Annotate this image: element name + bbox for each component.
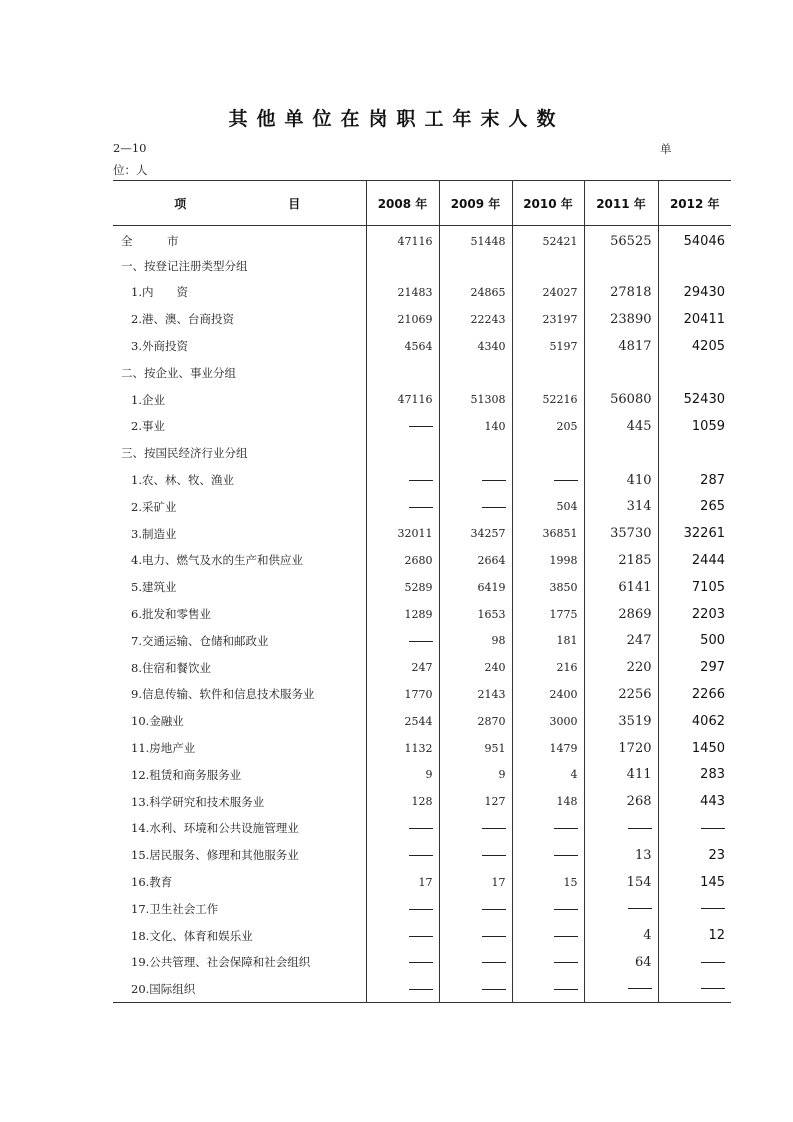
row-label: 13.科学研究和技术服务业 <box>131 794 265 809</box>
value-cell: 32011 <box>366 520 439 547</box>
table-row <box>113 413 731 440</box>
column-header-2008: 2008 年 <box>366 181 439 226</box>
dash-line <box>701 962 725 963</box>
dash-line <box>409 641 433 642</box>
table-row <box>113 467 731 494</box>
dash-line <box>482 989 506 990</box>
row-label: 1.企业 <box>131 392 165 407</box>
table-body <box>113 226 731 1003</box>
value-cell: 504 <box>512 493 584 520</box>
value-cell: 2143 <box>439 681 512 708</box>
value-cell: 2185 <box>584 547 658 574</box>
table-header-row <box>113 181 731 226</box>
table-row <box>113 627 731 654</box>
value-cell: 3000 <box>512 708 584 735</box>
value-cell <box>658 440 731 467</box>
dash-cell <box>512 976 584 1003</box>
value-cell: 4205 <box>658 333 731 360</box>
dash-line <box>482 828 506 829</box>
value-cell <box>366 440 439 467</box>
dash-cell <box>366 949 439 976</box>
table-row <box>113 574 731 601</box>
column-header-2011: 2011 年 <box>584 181 658 226</box>
value-cell: 268 <box>584 788 658 815</box>
dash-cell <box>584 895 658 922</box>
table-row <box>113 279 731 306</box>
table-row <box>113 440 731 467</box>
column-header-2010: 2010 年 <box>512 181 584 226</box>
row-label: 6.批发和零售业 <box>131 607 211 622</box>
value-cell: 29430 <box>658 279 731 306</box>
value-cell: 1653 <box>439 601 512 628</box>
value-cell <box>584 359 658 386</box>
dash-line <box>554 909 578 910</box>
dash-cell <box>658 895 731 922</box>
dash-cell <box>366 627 439 654</box>
value-cell: 7105 <box>658 574 731 601</box>
value-cell: 47116 <box>366 226 439 253</box>
dash-cell <box>366 413 439 440</box>
table-row <box>113 306 731 333</box>
dash-line <box>409 989 433 990</box>
value-cell: 12 <box>658 922 731 949</box>
dash-line <box>701 828 725 829</box>
value-cell: 13 <box>584 842 658 869</box>
table-row <box>113 681 731 708</box>
row-label: 12.租赁和商务服务业 <box>131 767 242 782</box>
dash-line <box>628 908 652 909</box>
row-label: 全 市 <box>121 234 179 249</box>
dash-cell <box>366 895 439 922</box>
value-cell: 2266 <box>658 681 731 708</box>
dash-cell <box>439 467 512 494</box>
value-cell: 2544 <box>366 708 439 735</box>
dash-cell <box>584 976 658 1003</box>
value-cell: 287 <box>658 467 731 494</box>
value-cell: 1775 <box>512 601 584 628</box>
row-label: 2.事业 <box>131 419 165 434</box>
dash-line <box>482 855 506 856</box>
row-label: 14.水利、环境和公共设施管理业 <box>131 821 299 836</box>
dash-line <box>409 855 433 856</box>
dash-line <box>482 507 506 508</box>
value-cell: 1770 <box>366 681 439 708</box>
page-title: 其他单位在岗职工年末人数 <box>228 108 565 130</box>
dash-cell <box>439 815 512 842</box>
value-cell <box>658 252 731 279</box>
value-cell: 1479 <box>512 735 584 762</box>
dash-line <box>409 426 433 427</box>
value-cell: 64 <box>584 949 658 976</box>
value-cell: 148 <box>512 788 584 815</box>
dash-line <box>409 828 433 829</box>
table-row <box>113 252 731 279</box>
value-cell: 5289 <box>366 574 439 601</box>
value-cell: 1450 <box>658 735 731 762</box>
table-row <box>113 976 731 1003</box>
value-cell: 2870 <box>439 708 512 735</box>
value-cell: 23 <box>658 842 731 869</box>
value-cell: 140 <box>439 413 512 440</box>
row-label: 8.住宿和餐饮业 <box>131 660 211 675</box>
value-cell: 27818 <box>584 279 658 306</box>
value-cell: 4 <box>584 922 658 949</box>
row-label: 11.房地产业 <box>131 741 196 756</box>
dash-cell <box>658 815 731 842</box>
dash-line <box>482 909 506 910</box>
dash-line <box>409 962 433 963</box>
value-cell: 4 <box>512 761 584 788</box>
dash-cell <box>512 842 584 869</box>
value-cell: 51448 <box>439 226 512 253</box>
value-cell: 205 <box>512 413 584 440</box>
row-label: 15.居民服务、修理和其他服务业 <box>131 848 299 863</box>
dash-cell <box>658 976 731 1003</box>
dash-line <box>409 507 433 508</box>
value-cell: 47116 <box>366 386 439 413</box>
value-cell: 145 <box>658 869 731 896</box>
dash-cell <box>512 922 584 949</box>
row-label: 一、按登记注册类型分组 <box>121 258 248 273</box>
value-cell: 951 <box>439 735 512 762</box>
value-cell: 24027 <box>512 279 584 306</box>
value-cell: 411 <box>584 761 658 788</box>
value-cell: 35730 <box>584 520 658 547</box>
value-cell: 17 <box>439 869 512 896</box>
value-cell: 181 <box>512 627 584 654</box>
table-row <box>113 842 731 869</box>
table-row <box>113 386 731 413</box>
value-cell: 2664 <box>439 547 512 574</box>
dash-line <box>554 480 578 481</box>
dash-line <box>409 936 433 937</box>
value-cell <box>439 359 512 386</box>
column-header-item: 项 目 <box>113 181 366 226</box>
value-cell: 9 <box>366 761 439 788</box>
value-cell: 54046 <box>658 226 731 253</box>
row-label: 9.信息传输、软件和信息技术服务业 <box>131 687 315 702</box>
value-cell: 500 <box>658 627 731 654</box>
value-cell: 51308 <box>439 386 512 413</box>
dash-line <box>628 828 652 829</box>
value-cell: 4340 <box>439 333 512 360</box>
dash-cell <box>512 949 584 976</box>
table-row <box>113 949 731 976</box>
row-label: 三、按国民经济行业分组 <box>121 446 248 461</box>
value-cell: 6141 <box>584 574 658 601</box>
dash-line <box>482 480 506 481</box>
table-row <box>113 493 731 520</box>
value-cell <box>439 252 512 279</box>
dash-cell <box>366 815 439 842</box>
value-cell: 20411 <box>658 306 731 333</box>
dash-cell <box>439 976 512 1003</box>
value-cell: 1059 <box>658 413 731 440</box>
row-label: 7.交通运输、仓储和邮政业 <box>131 633 269 648</box>
value-cell: 52421 <box>512 226 584 253</box>
row-label: 19.公共管理、社会保障和社会组织 <box>131 955 311 970</box>
value-cell: 4564 <box>366 333 439 360</box>
value-cell <box>439 440 512 467</box>
row-label: 18.文化、体育和娱乐业 <box>131 928 253 943</box>
dash-cell <box>366 493 439 520</box>
value-cell: 2444 <box>658 547 731 574</box>
value-cell: 443 <box>658 788 731 815</box>
value-cell: 23890 <box>584 306 658 333</box>
table-number: 2—10 <box>113 141 147 155</box>
value-cell: 36851 <box>512 520 584 547</box>
value-cell: 22243 <box>439 306 512 333</box>
value-cell: 247 <box>584 627 658 654</box>
value-cell: 52430 <box>658 386 731 413</box>
value-cell: 21483 <box>366 279 439 306</box>
value-cell: 265 <box>658 493 731 520</box>
table-row <box>113 226 731 253</box>
dash-cell <box>658 949 731 976</box>
value-cell: 2256 <box>584 681 658 708</box>
dash-cell <box>366 976 439 1003</box>
dash-line <box>701 908 725 909</box>
table-row <box>113 735 731 762</box>
dash-cell <box>366 842 439 869</box>
table-row <box>113 359 731 386</box>
dash-line <box>554 989 578 990</box>
dash-line <box>701 988 725 989</box>
table-row <box>113 654 731 681</box>
table-row <box>113 895 731 922</box>
row-label: 20.国际组织 <box>113 976 366 1003</box>
dash-cell <box>439 922 512 949</box>
value-cell: 2203 <box>658 601 731 628</box>
table-row <box>113 708 731 735</box>
value-cell: 220 <box>584 654 658 681</box>
dash-line <box>554 936 578 937</box>
table-row <box>113 788 731 815</box>
dash-cell <box>366 467 439 494</box>
value-cell: 283 <box>658 761 731 788</box>
row-label: 3.外商投资 <box>131 339 188 354</box>
value-cell <box>512 440 584 467</box>
unit-label-part1: 单 <box>660 142 672 156</box>
table-row <box>113 922 731 949</box>
dash-line <box>628 988 652 989</box>
row-label: 二、按企业、事业分组 <box>121 365 236 380</box>
dash-cell <box>439 493 512 520</box>
value-cell <box>366 359 439 386</box>
value-cell: 2400 <box>512 681 584 708</box>
dash-cell <box>512 467 584 494</box>
row-label: 1.内 资 <box>131 285 188 300</box>
value-cell: 34257 <box>439 520 512 547</box>
value-cell <box>512 359 584 386</box>
value-cell: 56525 <box>584 226 658 253</box>
dash-cell <box>512 895 584 922</box>
staff-table <box>113 180 731 1003</box>
value-cell: 297 <box>658 654 731 681</box>
value-cell: 1720 <box>584 735 658 762</box>
value-cell <box>658 359 731 386</box>
value-cell: 4817 <box>584 333 658 360</box>
row-label: 5.建筑业 <box>131 580 177 595</box>
unit-label-part2: 位：人 <box>113 163 148 177</box>
dash-line <box>554 828 578 829</box>
row-label: 2.港、澳、台商投资 <box>131 312 234 327</box>
value-cell: 5197 <box>512 333 584 360</box>
value-cell <box>512 252 584 279</box>
table-row <box>113 333 731 360</box>
value-cell: 21069 <box>366 306 439 333</box>
dash-cell <box>439 842 512 869</box>
value-cell: 23197 <box>512 306 584 333</box>
row-label: 1.农、林、牧、渔业 <box>131 473 234 488</box>
value-cell: 314 <box>584 493 658 520</box>
table-row <box>113 815 731 842</box>
row-label: 10.金融业 <box>131 714 184 729</box>
value-cell: 445 <box>584 413 658 440</box>
dash-cell <box>439 949 512 976</box>
table-row <box>113 761 731 788</box>
value-cell: 2680 <box>366 547 439 574</box>
value-cell: 4062 <box>658 708 731 735</box>
value-cell: 52216 <box>512 386 584 413</box>
dash-line <box>482 962 506 963</box>
value-cell: 1132 <box>366 735 439 762</box>
row-label: 2.采矿业 <box>131 499 177 514</box>
value-cell: 32261 <box>658 520 731 547</box>
value-cell <box>584 440 658 467</box>
row-label: 4.电力、燃气及水的生产和供应业 <box>131 553 303 568</box>
value-cell: 247 <box>366 654 439 681</box>
value-cell: 1289 <box>366 601 439 628</box>
dash-line <box>409 909 433 910</box>
table-row <box>113 601 731 628</box>
value-cell: 2869 <box>584 601 658 628</box>
value-cell: 3519 <box>584 708 658 735</box>
row-label: 3.制造业 <box>131 526 177 541</box>
table-row <box>113 547 731 574</box>
value-cell: 240 <box>439 654 512 681</box>
value-cell: 410 <box>584 467 658 494</box>
dash-line <box>482 936 506 937</box>
dash-line <box>554 962 578 963</box>
dash-line <box>409 480 433 481</box>
value-cell: 216 <box>512 654 584 681</box>
column-header-2009: 2009 年 <box>439 181 512 226</box>
value-cell: 9 <box>439 761 512 788</box>
value-cell <box>584 252 658 279</box>
value-cell: 15 <box>512 869 584 896</box>
value-cell: 24865 <box>439 279 512 306</box>
dash-cell <box>366 922 439 949</box>
column-header-2012: 2012 年 <box>658 181 731 226</box>
value-cell <box>366 252 439 279</box>
value-cell: 154 <box>584 869 658 896</box>
dash-cell <box>512 815 584 842</box>
dash-cell <box>584 815 658 842</box>
value-cell: 6419 <box>439 574 512 601</box>
value-cell: 98 <box>439 627 512 654</box>
table-row <box>113 520 731 547</box>
row-label: 16.教育 <box>131 875 173 890</box>
table-row <box>113 869 731 896</box>
value-cell: 56080 <box>584 386 658 413</box>
dash-line <box>554 855 578 856</box>
value-cell: 1998 <box>512 547 584 574</box>
value-cell: 3850 <box>512 574 584 601</box>
row-label: 17.卫生社会工作 <box>131 901 219 916</box>
value-cell: 128 <box>366 788 439 815</box>
value-cell: 127 <box>439 788 512 815</box>
dash-cell <box>439 895 512 922</box>
value-cell: 17 <box>366 869 439 896</box>
